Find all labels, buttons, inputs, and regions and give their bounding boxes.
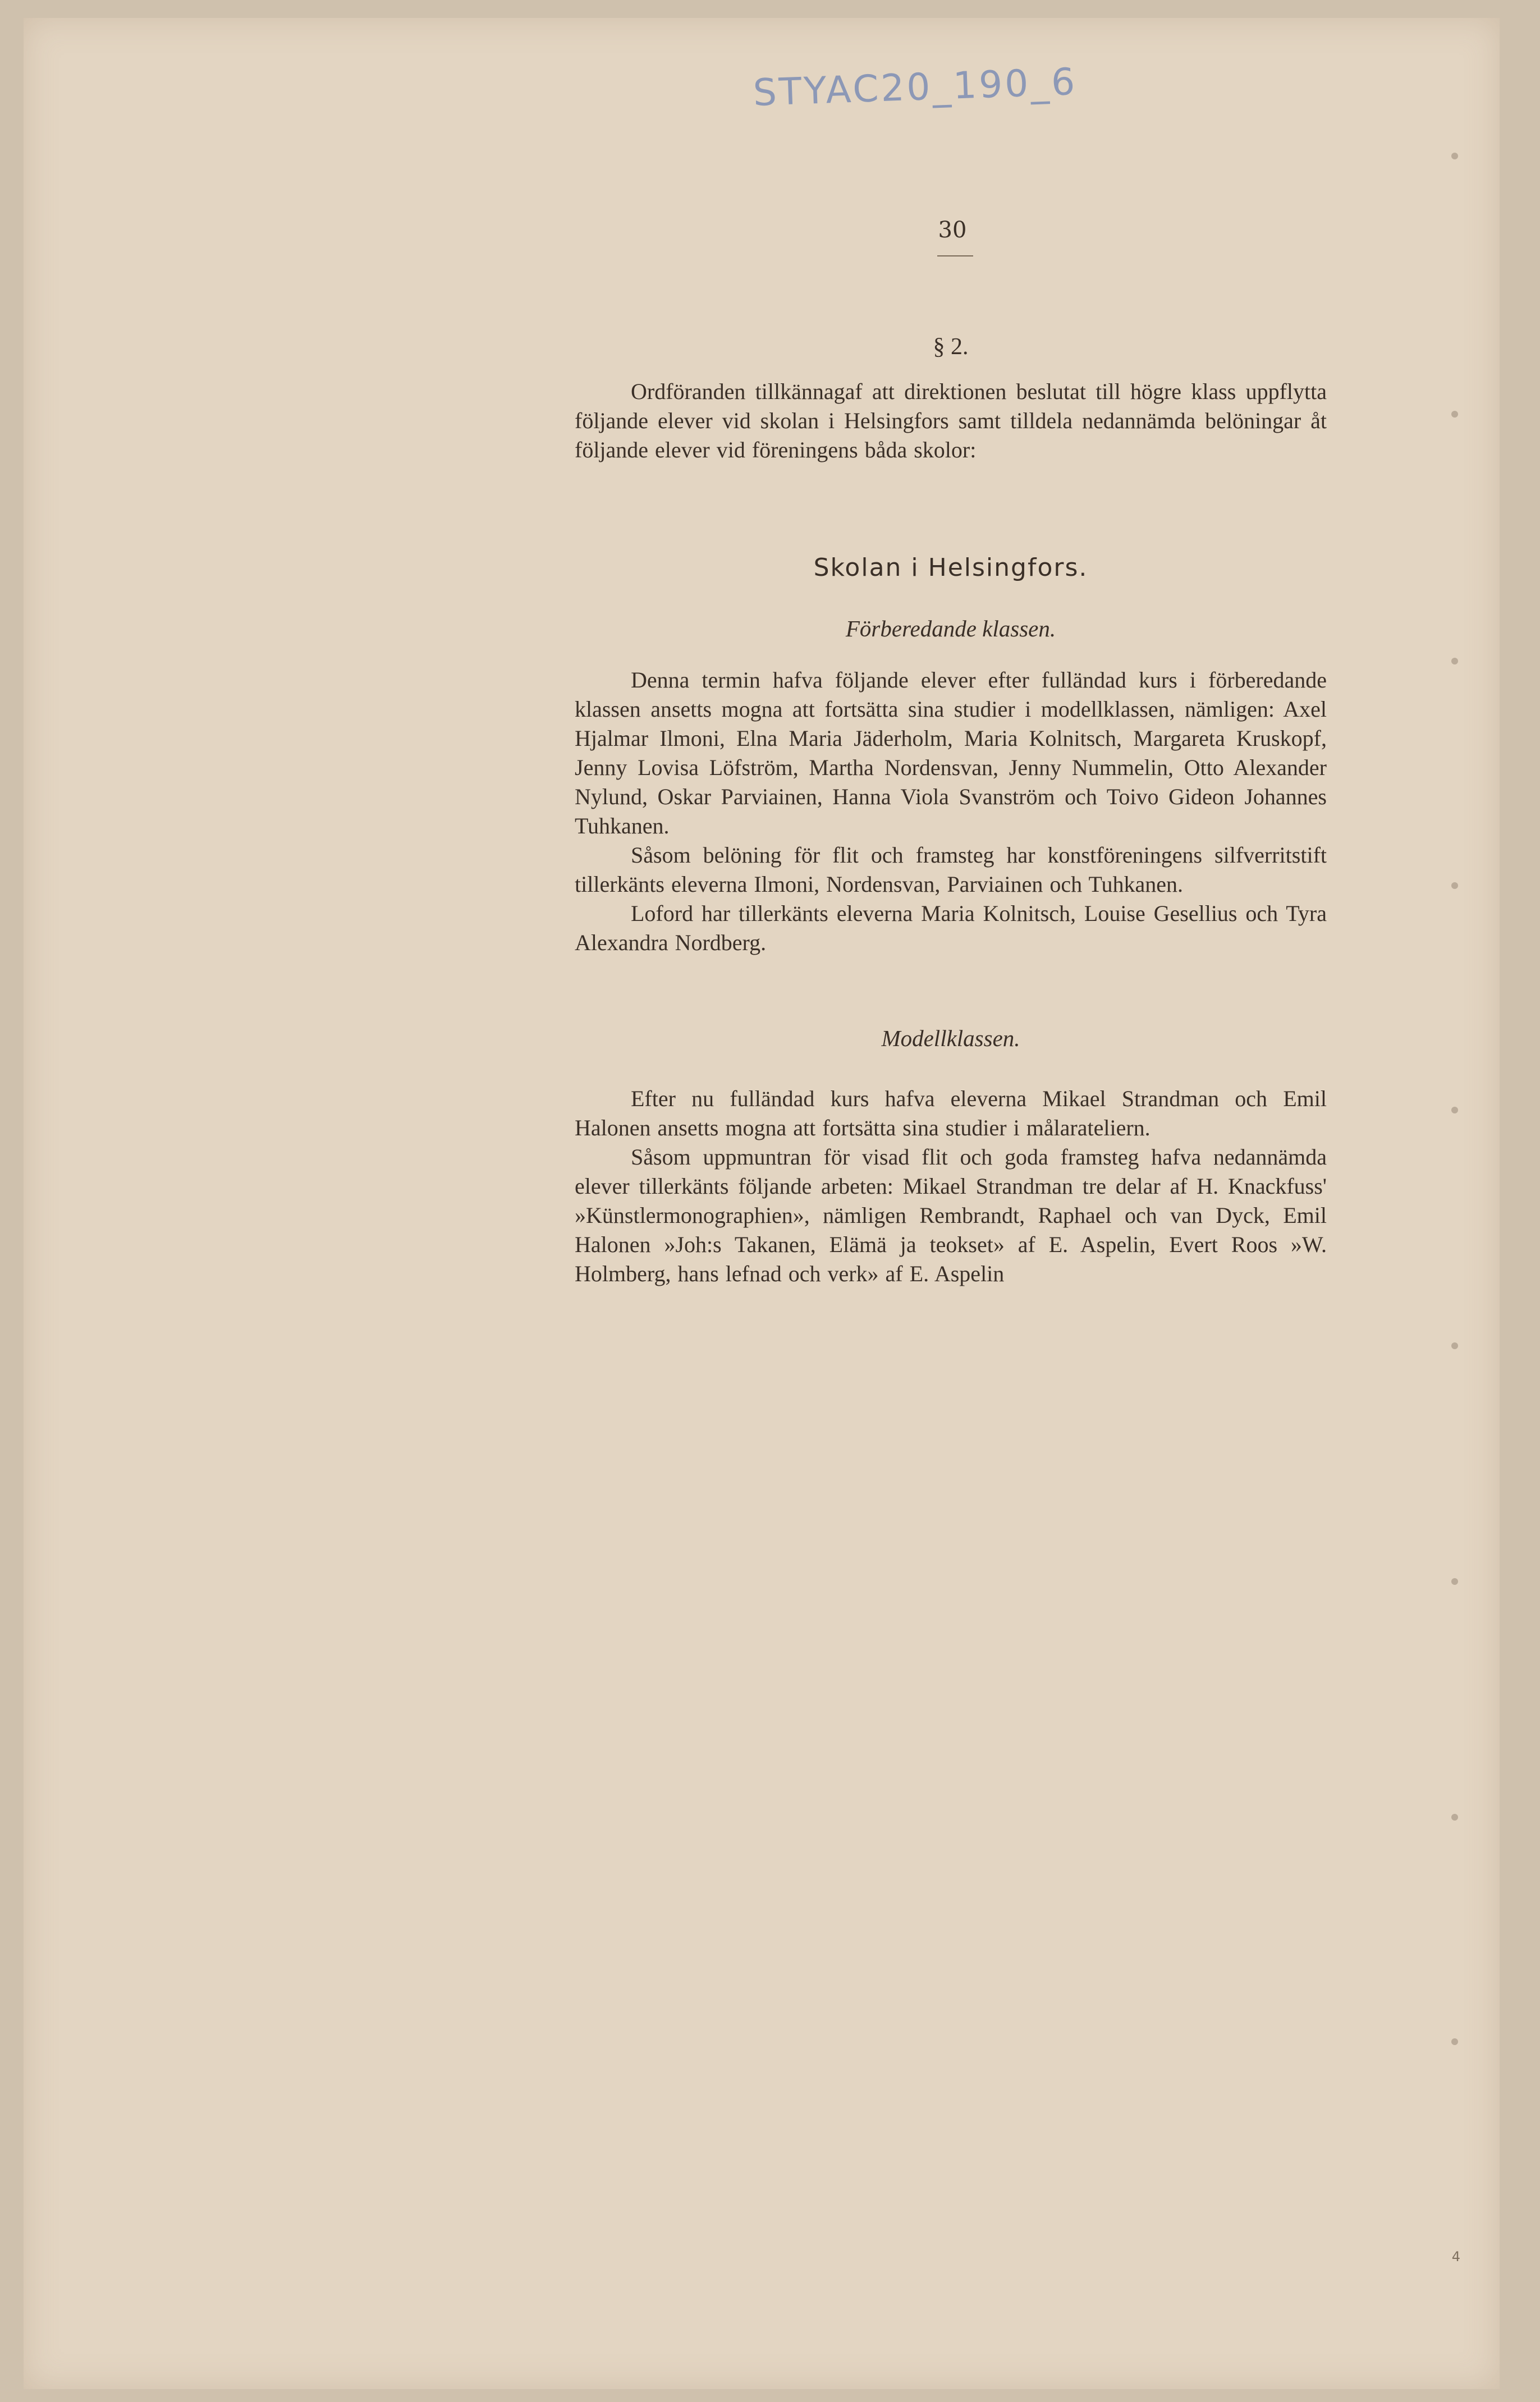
school-heading: Skolan i Helsingfors. (813, 553, 1088, 582)
section-marker: § 2. (933, 334, 969, 360)
binding-hole (1451, 882, 1458, 889)
intro-paragraph: Ordföranden tillkännagaf att direktionen beslutat till högre klass uppflytta följande elever vid skolan i Helsingfors samt tilldela nedannämda belöningar åt följande elever vid föreningens båda skolor: (575, 379, 1327, 462)
preparatory-paragraph: Såsom belöning för flit och framsteg har konstföreningens silfverritstift tillerkänts eleverna Ilmoni, Nordensvan, Parviainen och Tuhkanen. (575, 842, 1327, 897)
binding-hole (1451, 1342, 1458, 1349)
binding-hole (1451, 1107, 1458, 1113)
binding-hole (1451, 1814, 1458, 1821)
text-column (575, 332, 1327, 1289)
edge-mark: 4 (1451, 2249, 1460, 2265)
model-class-paragraph: Efter nu fulländad kurs hafva eleverna Mikael Strandman och Emil Halonen ansetts mogna att fortsätta sina studier i målarateliern. (575, 1086, 1327, 1140)
page-number: 30 (938, 217, 967, 243)
binding-hole (1451, 1578, 1458, 1585)
preparatory-paragraph: Denna termin hafva följande elever efter fulländad kurs i förberedande klassen ansetts mogna att fortsätta sina studier i modellklassen, nämligen: Axel Hjalmar Ilmoni, Elna Maria Jäderholm, Maria Kolnitsch, Margareta Kruskopf, Jenny Lovisa Löfström, Martha Nordensvan, Jenny Nummelin, Otto Alexander Nylund, Oskar Parviainen, Hanna Viola Svanström och Toivo Gideon Johannes Tuhkanen. (575, 667, 1327, 838)
page-number-rule (937, 255, 973, 256)
binding-hole (1451, 411, 1458, 418)
archive-id-annotation: STYAC20_190_6 (752, 59, 1078, 114)
model-class-paragraph: Såsom uppmuntran för visad flit och goda framsteg hafva nedannämda elever tillerkänts följande arbeten: Mikael Strandman tre delar af H. Knackfuss' »Künstlermonographien», nämligen Rembrandt, Raphael och van Dyck, Emil Halonen »Joh:s Takanen, Elämä ja teokset» af E. Aspelin, Evert Roos »W. Holmberg, hans lefnad och verk» af E. Aspelin (575, 1144, 1327, 1286)
preparatory-paragraph: Loford har tillerkänts eleverna Maria Kolnitsch, Louise Gesellius och Tyra Alexandra Nordberg. (575, 901, 1327, 955)
model-class-heading: Modellklassen. (881, 1025, 1020, 1051)
preparatory-class-heading: Förberedande klassen. (845, 616, 1056, 641)
binding-hole (1451, 658, 1458, 664)
binding-hole (1451, 153, 1458, 159)
binding-hole (1451, 2038, 1458, 2045)
document-page (24, 18, 1500, 2389)
